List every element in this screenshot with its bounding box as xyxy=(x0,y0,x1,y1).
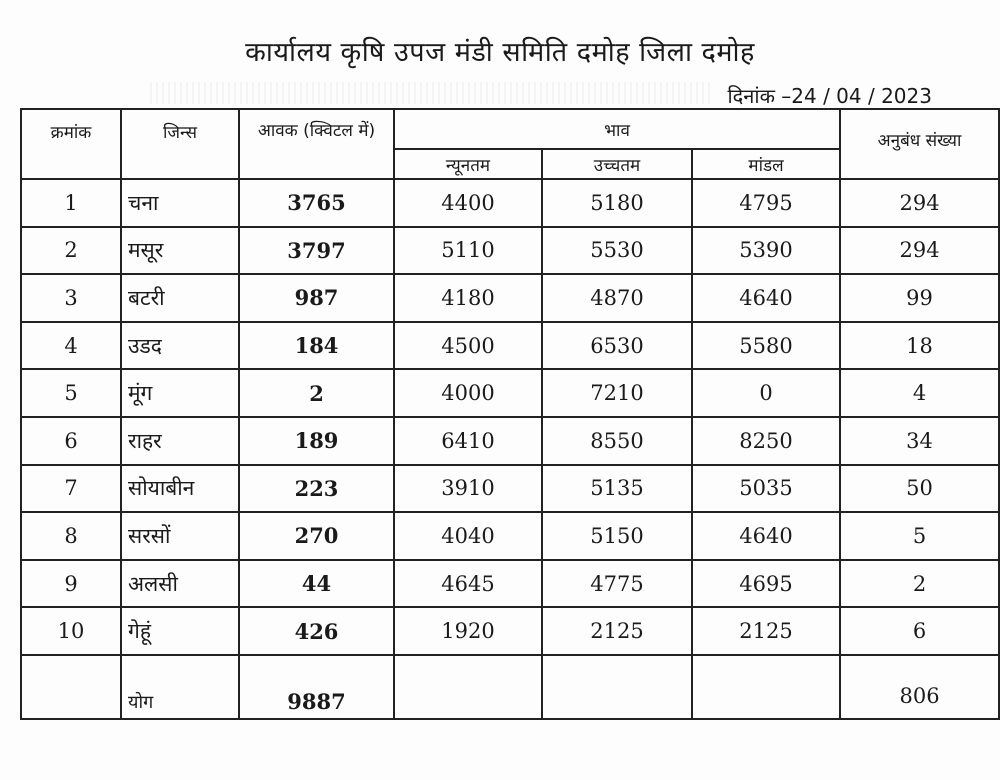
cell-modal-price: 0 xyxy=(692,369,840,417)
cell-crop: गेहूं xyxy=(121,607,239,655)
cell-modal-price: 5390 xyxy=(692,227,840,275)
cell-max-price: 8550 xyxy=(542,417,692,465)
scan-noise xyxy=(150,82,710,104)
cell-arrival: 270 xyxy=(239,512,394,560)
cell-min-price: 1920 xyxy=(394,607,542,655)
total-arrival: 9887 xyxy=(239,655,394,719)
cell-max-price: 4775 xyxy=(542,560,692,608)
cell-contracts: 294 xyxy=(840,227,999,275)
cell-contracts: 18 xyxy=(840,322,999,370)
table-row xyxy=(21,560,999,608)
header-modal: मांडल xyxy=(692,149,840,179)
cell-max-price: 5135 xyxy=(542,465,692,513)
total-row xyxy=(21,655,999,719)
cell-sn: 8 xyxy=(21,512,121,560)
cell-modal-price: 5035 xyxy=(692,465,840,513)
cell-arrival: 44 xyxy=(239,560,394,608)
cell-modal-price: 4695 xyxy=(692,560,840,608)
cell-min-price: 4180 xyxy=(394,274,542,322)
cell-min-price: 4040 xyxy=(394,512,542,560)
cell-arrival: 184 xyxy=(239,322,394,370)
cell-sn: 4 xyxy=(21,322,121,370)
cell-contracts: 50 xyxy=(840,465,999,513)
table-row xyxy=(21,179,999,227)
header-arrival: आवक (क्विटल में) xyxy=(239,109,394,179)
cell-sn: 9 xyxy=(21,560,121,608)
cell-sn: 3 xyxy=(21,274,121,322)
cell-min-price: 4645 xyxy=(394,560,542,608)
cell-max-price: 5150 xyxy=(542,512,692,560)
cell-arrival: 987 xyxy=(239,274,394,322)
cell-max-price: 4870 xyxy=(542,274,692,322)
cell-modal-price: 4795 xyxy=(692,179,840,227)
cell-min-price: 4400 xyxy=(394,179,542,227)
cell-max-price: 5530 xyxy=(542,227,692,275)
total-sn-cell xyxy=(21,655,121,719)
cell-modal-price: 5580 xyxy=(692,322,840,370)
cell-modal-price: 8250 xyxy=(692,417,840,465)
cell-min-price: 4500 xyxy=(394,322,542,370)
cell-arrival: 3797 xyxy=(239,227,394,275)
cell-modal-price: 2125 xyxy=(692,607,840,655)
cell-min-price: 6410 xyxy=(394,417,542,465)
cell-crop: मसूर xyxy=(121,227,239,275)
cell-crop: उडद xyxy=(121,322,239,370)
table-row xyxy=(21,465,999,513)
cell-arrival: 426 xyxy=(239,607,394,655)
cell-max-price: 5180 xyxy=(542,179,692,227)
header-contracts: अनुबंध संख्या xyxy=(840,109,999,179)
total-contracts: 806 xyxy=(840,655,999,719)
cell-crop: अलसी xyxy=(121,560,239,608)
header-sn: क्रमांक xyxy=(21,109,121,179)
cell-crop: चना xyxy=(121,179,239,227)
cell-max-price: 7210 xyxy=(542,369,692,417)
cell-sn: 5 xyxy=(21,369,121,417)
total-label: योग xyxy=(121,655,239,719)
table-row xyxy=(21,274,999,322)
table-row xyxy=(21,607,999,655)
cell-sn: 10 xyxy=(21,607,121,655)
header-max: उच्चतम xyxy=(542,149,692,179)
cell-crop: बटरी xyxy=(121,274,239,322)
cell-modal-price: 4640 xyxy=(692,512,840,560)
cell-contracts: 6 xyxy=(840,607,999,655)
table-row xyxy=(21,417,999,465)
cell-arrival: 3765 xyxy=(239,179,394,227)
header-crop: जिन्स xyxy=(121,109,239,179)
table-row xyxy=(21,227,999,275)
total-min-cell xyxy=(394,655,542,719)
cell-sn: 7 xyxy=(21,465,121,513)
cell-contracts: 4 xyxy=(840,369,999,417)
table-row xyxy=(21,322,999,370)
cell-crop: मूंग xyxy=(121,369,239,417)
cell-contracts: 2 xyxy=(840,560,999,608)
office-title: कार्यालय कृषि उपज मंडी समिति दमोह जिला दमोह xyxy=(245,37,755,68)
cell-min-price: 4000 xyxy=(394,369,542,417)
cell-modal-price: 4640 xyxy=(692,274,840,322)
cell-contracts: 99 xyxy=(840,274,999,322)
total-modal-cell xyxy=(692,655,840,719)
cell-sn: 2 xyxy=(21,227,121,275)
table-row xyxy=(21,512,999,560)
header-price-group: भाव xyxy=(394,109,840,149)
cell-sn: 6 xyxy=(21,417,121,465)
cell-arrival: 189 xyxy=(239,417,394,465)
cell-min-price: 5110 xyxy=(394,227,542,275)
report-date: दिनांक –24 / 04 / 2023 xyxy=(727,84,932,108)
total-max-cell xyxy=(542,655,692,719)
mandi-price-table xyxy=(20,108,1000,720)
cell-crop: सोयाबीन xyxy=(121,465,239,513)
cell-contracts: 294 xyxy=(840,179,999,227)
header-min: न्यूनतम xyxy=(394,149,542,179)
cell-crop: सरसों xyxy=(121,512,239,560)
table-body xyxy=(21,179,999,655)
table-row xyxy=(21,369,999,417)
cell-arrival: 2 xyxy=(239,369,394,417)
cell-contracts: 34 xyxy=(840,417,999,465)
cell-contracts: 5 xyxy=(840,512,999,560)
cell-sn: 1 xyxy=(21,179,121,227)
cell-max-price: 6530 xyxy=(542,322,692,370)
cell-min-price: 3910 xyxy=(394,465,542,513)
cell-arrival: 223 xyxy=(239,465,394,513)
cell-crop: राहर xyxy=(121,417,239,465)
cell-max-price: 2125 xyxy=(542,607,692,655)
